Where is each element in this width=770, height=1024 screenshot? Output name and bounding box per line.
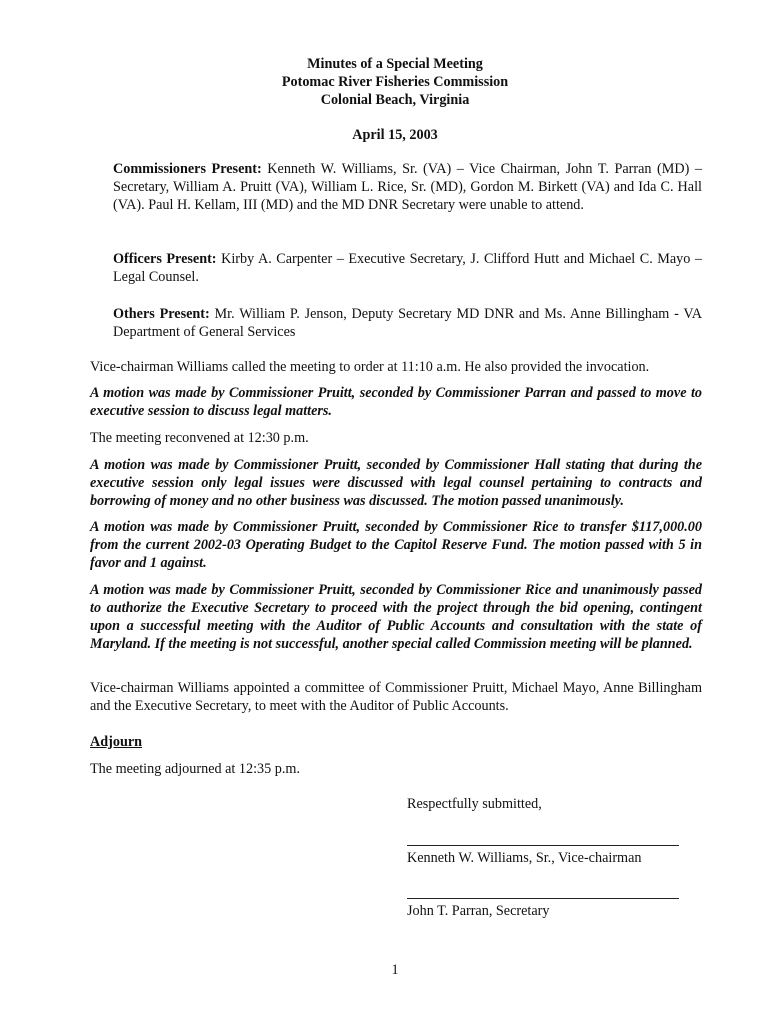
adjourn-heading: Adjourn	[90, 734, 143, 750]
motion-budget-transfer: A motion was made by Commissioner Pruitt, seconded by Commissioner Rice to transfer $117,000.00 from the current 2002-03 Operating Budget to the Capitol Reserve Fund. The motion passed with 5 in favor and 1 against.	[90, 519, 702, 571]
commissioners-text: Kenneth W. Williams, Sr. (VA) – Vice Chairman, John T. Parran (MD) – Secretary, William A. Pruitt (VA), William L. Rice, Sr. (MD), Gordon M. Birkett (VA) and Ida C. Hall (VA). Paul H. Kellam, III (MD) and the MD DNR Secretary were unable to attend.	[113, 161, 702, 213]
officers-text: Kirby A. Carpenter – Executive Secretary, J. Clifford Hutt and Michael C. Mayo – Legal Counsel.	[113, 251, 702, 285]
closing-phrase: Respectfully submitted,	[407, 796, 542, 812]
signature-name-1: Kenneth W. Williams, Sr., Vice-chairman	[407, 850, 642, 866]
motion-bid-authorization: A motion was made by Commissioner Pruitt, seconded by Commissioner Rice and unanimously passed to authorize the Executive Secretary to proceed with the project through the bid opening, contingent upon a successful meeting with the Auditor of Public Accounts and consultation with the state of Maryland. If the meeting is not successful, another special called Commission meeting will be planned.	[90, 582, 702, 652]
others-text: Mr. William P. Jenson, Deputy Secretary MD DNR and Ms. Anne Billingham - VA Department of General Services	[113, 306, 703, 340]
title-line-2: Potomac River Fisheries Commission	[281, 74, 509, 90]
others-present	[113, 305, 702, 341]
adjourned-note: The meeting adjourned at 12:35 p.m.	[90, 761, 300, 777]
page-number: 1	[391, 962, 399, 978]
commissioners-label: Commissioners Present:	[113, 161, 262, 177]
document-title	[0, 55, 770, 109]
others-label: Others Present:	[113, 306, 210, 322]
signature-name-2: John T. Parran, Secretary	[407, 903, 550, 919]
title-line-1: Minutes of a Special Meeting	[307, 56, 483, 72]
call-to-order: Vice-chairman Williams called the meeting to order at 11:10 a.m. He also provided the invocation.	[90, 359, 650, 375]
signature-line-2	[407, 898, 679, 899]
reconvened-note: The meeting reconvened at 12:30 p.m.	[90, 430, 309, 446]
motion-executive-summary: A motion was made by Commissioner Pruitt, seconded by Commissioner Hall stating that during the executive session only legal issues were discussed with legal counsel pertaining to contracts and borrowing of money and no other business was discussed. The motion passed unanimously.	[90, 457, 702, 509]
meeting-date: April 15, 2003	[352, 127, 438, 143]
commissioners-present	[113, 160, 702, 214]
title-line-3: Colonial Beach, Virginia	[320, 92, 470, 108]
officers-present	[113, 250, 702, 286]
signature-line-1	[407, 845, 679, 846]
officers-label: Officers Present:	[113, 251, 217, 267]
committee-appointment: Vice-chairman Williams appointed a committee of Commissioner Pruitt, Michael Mayo, Anne Billingham and the Executive Secretary, to meet with the Auditor of Public Accounts.	[90, 680, 702, 714]
motion-executive-session: A motion was made by Commissioner Pruitt, seconded by Commissioner Parran and passed to move to executive session to discuss legal matters.	[90, 385, 702, 419]
